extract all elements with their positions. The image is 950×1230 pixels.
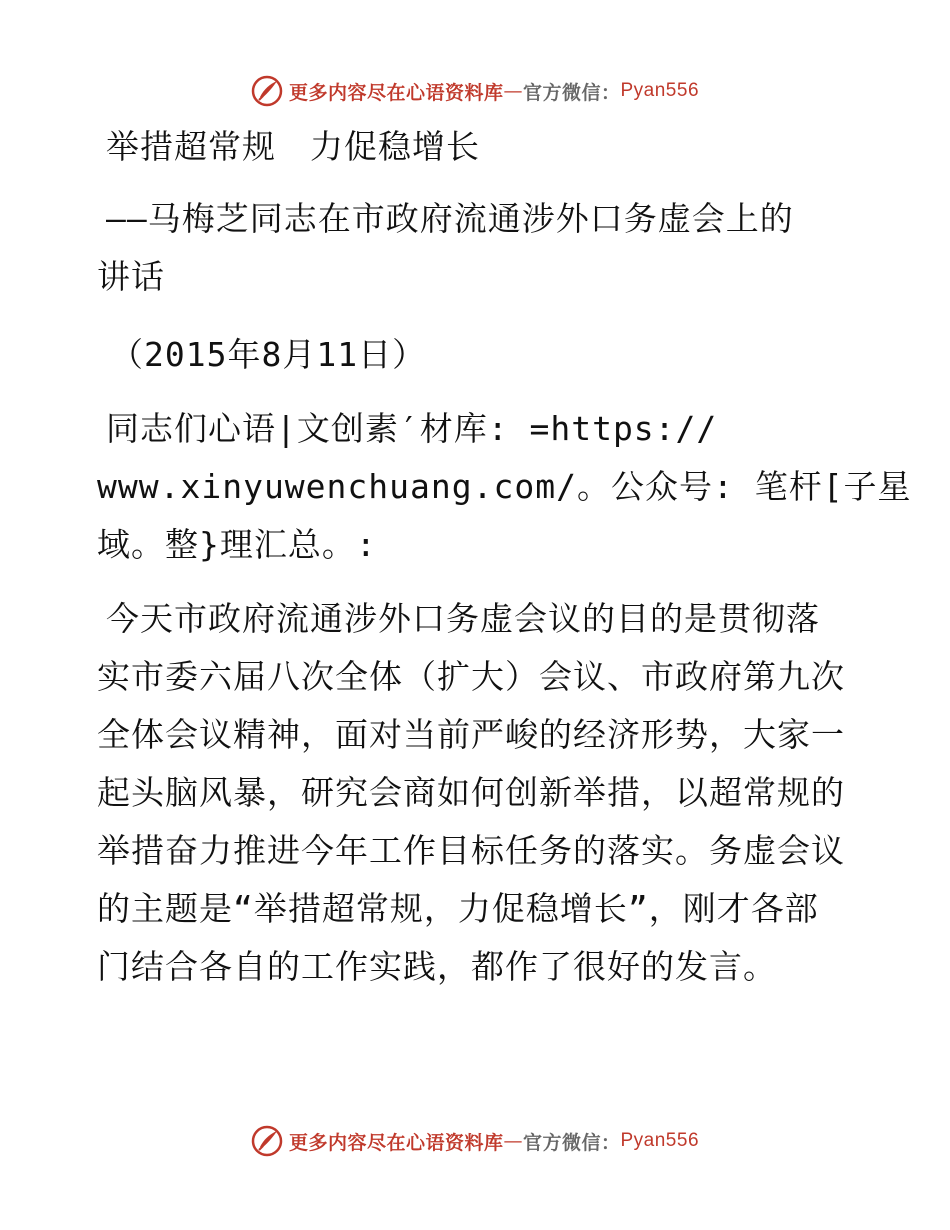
- body-line: 全体会议精神，面对当前严峻的经济形势，大家一: [97, 715, 845, 754]
- body-line: 实市委六届八次全体（扩大）会议、市政府第九次: [97, 657, 845, 696]
- quill-logo-icon: [251, 1125, 283, 1157]
- body-line: 的主题是“举措超常规，力促稳增长”，刚才各部: [97, 889, 819, 928]
- intro-line-1: 同志们心语|文创素′材库: =https://: [106, 409, 718, 448]
- quill-logo-icon: [251, 75, 283, 107]
- body-line: 今天市政府流通涉外口务虚会议的目的是贯彻落: [106, 599, 820, 638]
- watermark-banner-bottom: [0, 1121, 950, 1161]
- watermark-wechat-id: Pyan556: [620, 1130, 700, 1151]
- watermark-dash: —: [503, 1130, 523, 1152]
- body-line: 起头脑风暴，研究会商如何创新举措，以超常规的: [97, 773, 845, 812]
- watermark-wechat-id: Pyan556: [620, 80, 700, 101]
- watermark-site-text: 更多内容尽在心语资料库: [288, 1131, 504, 1154]
- body-line: 举措奋力推进今年工作目标任务的落实。务虚会议: [97, 831, 845, 870]
- watermark-official-label: 官方微信：: [522, 81, 621, 104]
- watermark-dash: —: [503, 80, 523, 102]
- document-subtitle-line-1: ——马梅芝同志在市政府流通涉外口务虚会上的: [106, 199, 794, 238]
- document-date: （2015年8月11日）: [110, 335, 427, 374]
- watermark-banner-top: [0, 71, 950, 111]
- intro-line-3: 域。整}理汇总。:: [97, 525, 377, 564]
- document-subtitle-line-2: 讲话: [97, 257, 165, 296]
- document-title: 举措超常规 力促稳增长: [106, 127, 480, 166]
- watermark-site-text: 更多内容尽在心语资料库: [288, 81, 504, 104]
- body-line: 门结合各自的工作实践，都作了很好的发言。: [97, 947, 777, 986]
- intro-line-2: www.xinyuwenchuang.com/。公众号: 笔杆[子星: [97, 467, 912, 506]
- watermark-official-label: 官方微信：: [522, 1131, 621, 1154]
